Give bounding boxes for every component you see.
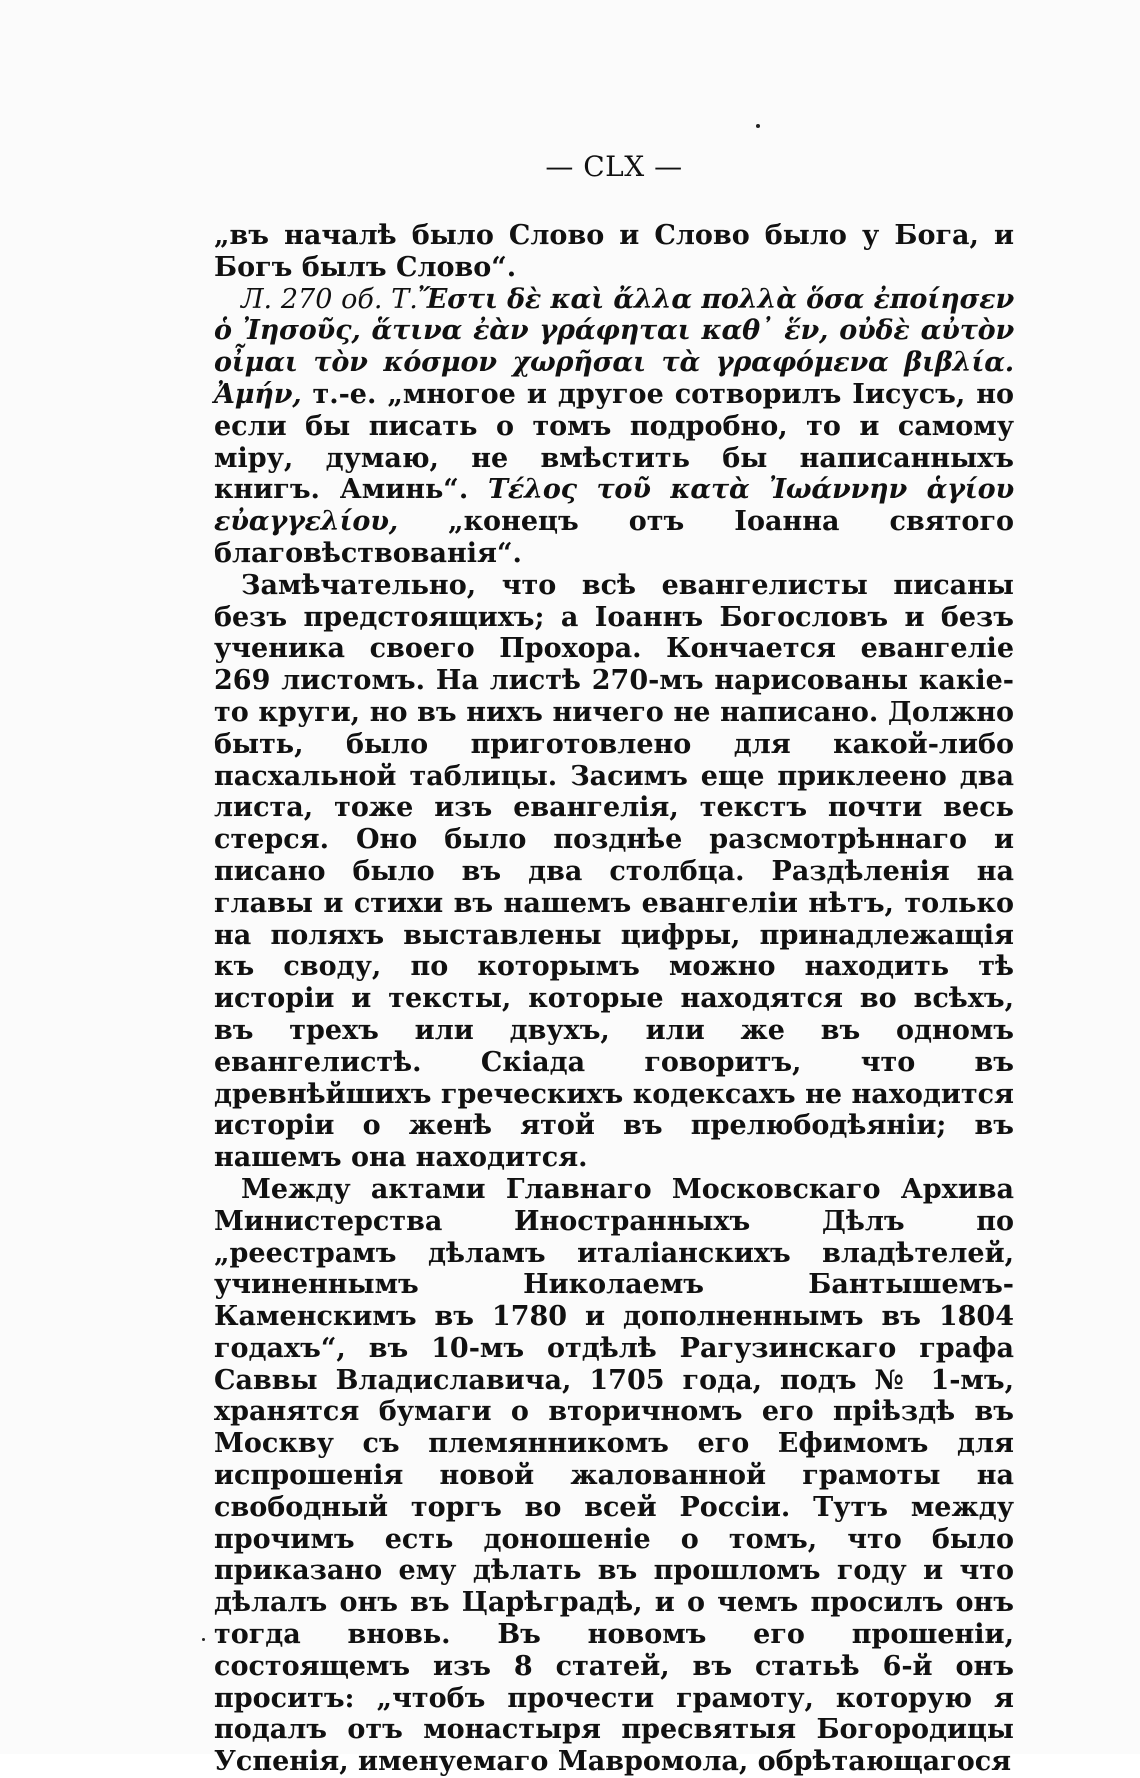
paragraph-observations: Замѣчательно, что всѣ евангелисты писаны безъ предстоящихъ; а Iоаннъ Богословъ и безъ ученика своего Прохора. Кончается евангеліе 269 листомъ. На листѣ 270-мъ нарисованы какіе-то круги, но въ нихъ ничего не написано. Должно быть, было приготовлено для какой-либо пасхальной таблицы. Засимъ еще приклеено два листа, тоже изъ евангелія, текстъ почти весь стерся. Оно было позднѣе разсмотрѣннаго и писано было въ два столбца. Раздѣленія на главы и стихи въ нашемъ евангеліи нѣтъ, только на поляхъ выставлены цифры, принадлежащія къ своду, по которымъ можно находить тѣ исторіи и тексты, которые находятся во всѣхъ, въ трехъ или двухъ, или же въ одномъ евангелистѣ. Скіада говоритъ, что въ древнѣйшихъ греческихъ кодексахъ не находится исторіи о женѣ ятой въ прелюбодѣяніи; въ нашемъ она находится. <box>214 569 1014 1174</box>
main-text-column <box>214 150 1014 1778</box>
paragraph-john-quote: „въ началѣ было Слово и Слово было у Бога, и Богъ былъ Слово“. <box>214 220 1014 283</box>
ink-speck <box>756 124 760 128</box>
paragraph-colophon <box>214 284 1014 570</box>
translation-text-2: „конецъ отъ Iоанна святого благовѣствованія“. <box>214 506 1014 569</box>
page-number: — CLX — <box>545 150 683 183</box>
greek-text-1: Ἔστι δὲ καὶ ἄλλα πολλὰ ὅσα ἐποίησεν ὁ Ἰησοῦς, ἅτινα ἐὰν γράφηται καθ᾽ ἕν, οὐδὲ αὐτὸν οἶμαι τὸν κόσμον χωρῆσαι τὰ γραφόμενα βιβλία. Ἀμήν, <box>214 283 1014 410</box>
folio-reference: Л. 270 об. Т. <box>241 283 418 315</box>
translation-text-1: т.-е. „многое и другое сотворилъ Iисусъ, но если бы писать о томъ подробно, то и самому міру, думаю, не вмѣстить бы написанныхъ книгъ. Аминь“. <box>214 378 1014 506</box>
ink-speck <box>202 1638 205 1641</box>
greek-text-2: Τέλος τοῦ κατὰ Ἰωάννην ἁγίου εὐαγγελίου, <box>214 474 1014 538</box>
paragraph-archive-acts: Между актами Главнаго Московскаго Архива Министерства Иностранныхъ Дѣлъ по „реестрамъ дѣламъ италіанскихъ владѣтелей, учиненнымъ Николаемъ Бантышемъ-Каменскимъ въ 1780 и дополненнымъ въ 1804 годахъ“, въ 10-мъ отдѣлѣ Рагузинскаго графа Саввы Владиславича, 1705 года, подъ № 1-мъ, хранятся бумаги о вторичномъ его пріѣздѣ въ Москву съ племянникомъ его Ефимомъ для испрошенія новой жалованной грамоты на свободный торгъ во всей Россіи. Тутъ между прочимъ есть доношеніе о томъ, что было приказано ему дѣлать въ прошломъ году и что дѣлалъ онъ въ Царѣградѣ, и о чемъ просилъ онъ тогда вновь. Въ новомъ его прошеніи, состоящемъ изъ 8 статей, въ статьѣ 6-й онъ проситъ: „чтобъ прочести грамоту, которую я подалъ отъ монастыря пресвятыя Богородицы Успенія, именуемаго Мавромола, обрѣтающагося <box>214 1173 1014 1778</box>
